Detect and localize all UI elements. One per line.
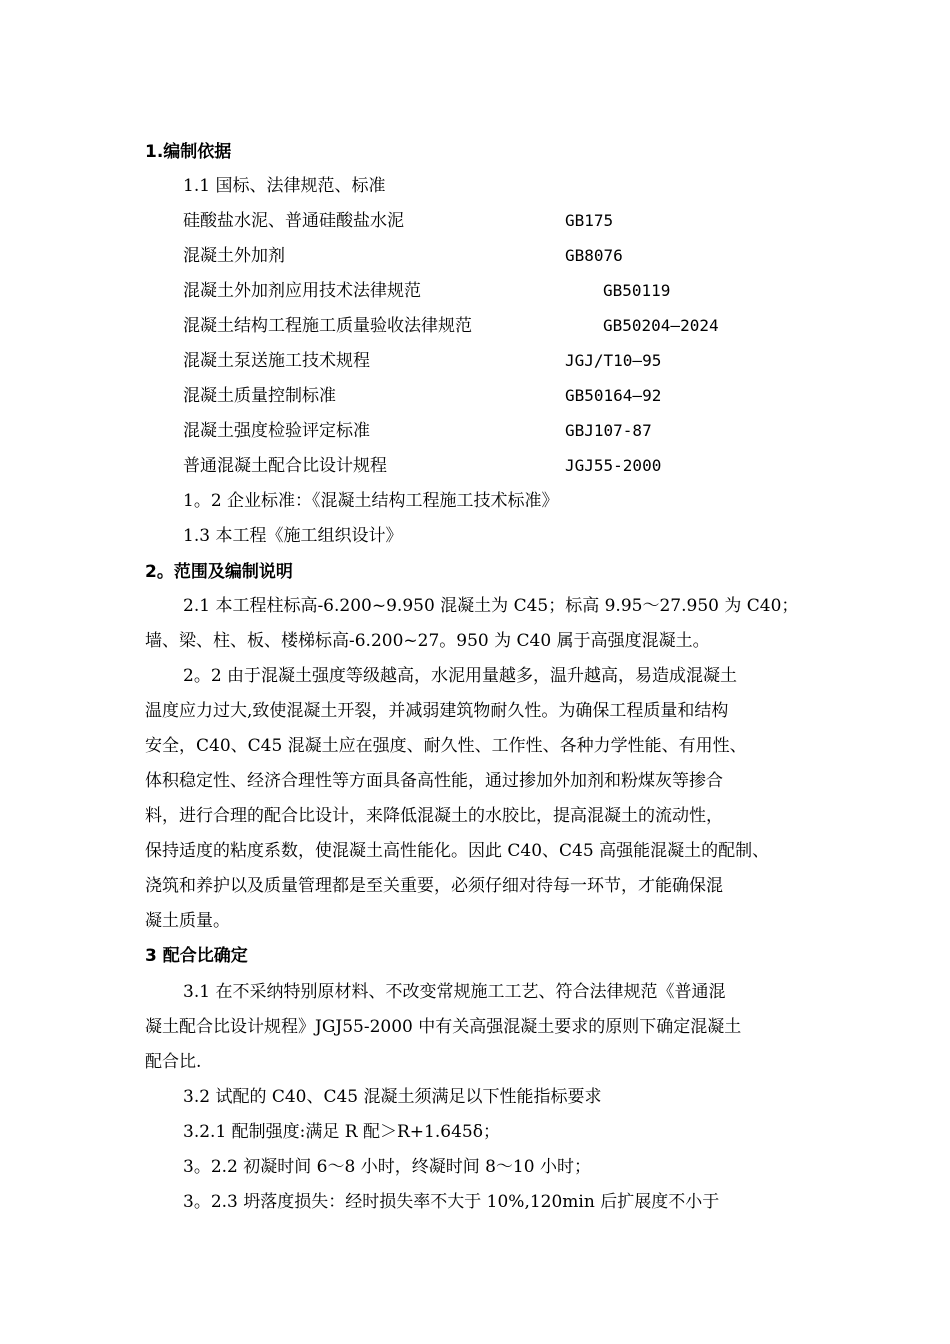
ref-code: GBJ107-87 (565, 421, 652, 440)
paragraph-line: 2.1 本工程柱标高-6.200~9.950 混凝土为 C45；标高 9.95～27.950 为 C40； (183, 596, 799, 616)
subsection-1-3: 1.3 本工程《施工组织设计》 (183, 526, 403, 546)
section-3-heading: 3 配合比确定 (145, 946, 248, 966)
ref-name: 普通混凝土配合比设计规程 (183, 456, 387, 476)
paragraph-line: 墙、梁、柱、板、楼梯标高-6.200~27。950 为 C40 属于高强度混凝土。 (145, 631, 710, 651)
paragraph-line: 3.2.1 配制强度:满足 R 配＞R+1.645δ； (183, 1122, 500, 1142)
paragraph-line: 3。2.3 坍落度损失：经时损失率不大于 10%,120min 后扩展度不小于 (183, 1192, 720, 1212)
ref-name: 混凝土质量控制标准 (183, 386, 336, 406)
subsection-1-2: 1。2 企业标准：《混凝土结构工程施工技术标准》 (183, 491, 559, 511)
paragraph-line: 安全，C40、C45 混凝土应在强度、耐久性、工作性、各种力学性能、有用性、 (145, 736, 747, 756)
ref-code: JGJ55-2000 (565, 456, 662, 475)
ref-code: GB175 (565, 211, 614, 230)
paragraph-line: 配合比. (145, 1052, 202, 1072)
ref-name: 混凝土结构工程施工质量验收法律规范 (183, 316, 472, 336)
paragraph-line: 2。2 由于混凝土强度等级越高，水泥用量越多，温升越高，易造成混凝土 (183, 666, 738, 686)
ref-code: GB50204—2024 (603, 316, 719, 335)
section-1-heading: 1.编制依据 (145, 142, 232, 162)
paragraph-line: 保持适度的粘度系数，使混凝土高性能化。因此 C40、C45 高强能混凝土的配制、 (145, 841, 770, 861)
paragraph-line: 凝土质量。 (145, 911, 230, 931)
paragraph-line: 3.2 试配的 C40、C45 混凝土须满足以下性能指标要求 (183, 1087, 602, 1107)
section-2-heading: 2。范围及编制说明 (145, 562, 293, 582)
paragraph-line: 凝土配合比设计规程》JGJ55-2000 中有关高强混凝土要求的原则下确定混凝土 (145, 1017, 742, 1037)
ref-name: 混凝土外加剂 (183, 246, 285, 266)
ref-code: GB50119 (603, 281, 671, 300)
paragraph-line: 体积稳定性、经济合理性等方面具备高性能，通过掺加外加剂和粉煤灰等掺合 (145, 771, 723, 791)
ref-name: 混凝土强度检验评定标准 (183, 421, 370, 441)
ref-code: GB8076 (565, 246, 623, 265)
paragraph-line: 3.1 在不采纳特别原材料、不改变常规施工工艺、符合法律规范《普通混 (183, 982, 726, 1002)
paragraph-line: 3。2.2 初凝时间 6～8 小时，终凝时间 8～10 小时； (183, 1157, 591, 1177)
ref-code: GB50164—92 (565, 386, 662, 405)
paragraph-line: 浇筑和养护以及质量管理都是至关重要，必须仔细对待每一环节，才能确保混 (145, 876, 723, 896)
ref-name: 硅酸盐水泥、普通硅酸盐水泥 (183, 211, 404, 231)
ref-code: JGJ/T10—95 (565, 351, 662, 370)
paragraph-line: 料，进行合理的配合比设计，来降低混凝土的水胶比，提高混凝土的流动性， (145, 806, 723, 826)
subsection-1-1: 1.1 国标、法律规范、标准 (183, 176, 386, 196)
paragraph-line: 温度应力过大,致使混凝土开裂，并减弱建筑物耐久性。为确保工程质量和结构 (145, 701, 729, 721)
ref-name: 混凝土外加剂应用技术法律规范 (183, 281, 421, 301)
ref-name: 混凝土泵送施工技术规程 (183, 351, 370, 371)
